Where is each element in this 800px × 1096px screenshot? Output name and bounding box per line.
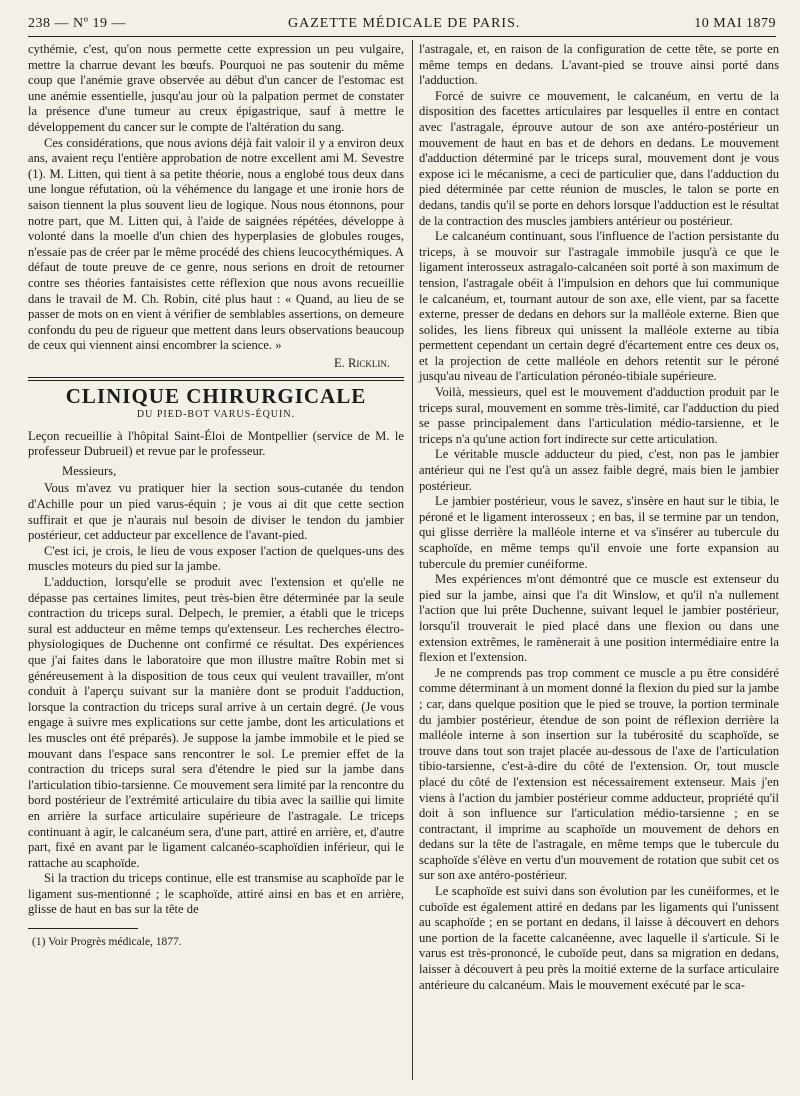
section-title: CLINIQUE CHIRURGICALE: [65, 384, 367, 409]
footnote: (1) Voir Progrès médicale, 1877.: [32, 936, 182, 949]
paragraph: Ces considérations, que nous avions déjà fait valoir il y a environ deux ans, avaient reçu l'entière approbation de notre excellent ami M. Sevestre (1). M. Litten, qui tient à sa petite théorie, nous a englobé tous deux dans une longue réfutation, où la véhémence du langage et une ironie hors de saison tiennent la plus souvent lieu de logique. Nous nous étonnons, pour notre part, que M. Litten qui, à l'aide de saignées répétées, développe à volonté dans la moelle d'un chien des hyperplasies de globules rouges, n'essaie pas de créer par le même procédé des chiens leucocythémiques. A défaut de toute preuve de ce genre, nous serions en droit de retourner contre ses théories fantaisistes cette réflexion que nous avons recueillie dans le travail de M. Ch. Robin, cité plus haut : « Quand, au lieu de se passer de mots on en vient à vérifier de semblables assertions, on demeure confondu du peu de rigueur que mettent dans leurs observations beaucoup de ceux qui viennent ainsi encombrer la science. »: [28, 135, 404, 353]
paragraph: Le calcanéum continuant, sous l'influence de l'action persistante du triceps, à se mouvoir sur l'astragale immobile jusqu'à ce que le ligament interosseux astragalo-calcanéen soit porté à son maximum de tension, l'astragale obéit à l'impulsion en dehors que lui communique le calcanéum, et, tournant autour de son axe, elle vient, par sa facette externe, presser de dedans en dehors sur la malléole externe. Bien que solides, les liens fibreux qui unissent la malléole externe au tibia permettent cependant un certain degré d'écartement entre ces deux os, et la projection de cette malléole en dehors retentit sur le péroné jusqu'au niveau de l'articulation péronéo-tibiale supérieure.: [419, 229, 779, 384]
salutation: Messieurs,: [62, 463, 117, 478]
paragraph: Le véritable muscle adducteur du pied, c'est, non pas le jambier antérieur qui ne l'est qu'à un assez faible degré, mais bien le jambier postérieur.: [419, 447, 779, 493]
paragraph: C'est ici, je crois, le lieu de vous exposer l'action de quelques-uns des muscles moteurs du pied sur la jambe.: [28, 543, 404, 574]
paragraph: Je ne comprends pas trop comment ce muscle a pu être considéré comme déterminant à un moment donné la flexion du pied sur la jambe ; car, dans quelque position que le pied se trouve, la portion terminale du jambier postérieur, étendue de son point de réflexion derrière la malléole interne à son insertion sur la tubérosité du scaphoïde, se trouve dans tout son trajet placée au-dessous de l'axe de l'articulation tibio-tarsienne, c'est-à-dire du côté de l'extension. Or, tout muscle placé du côté de l'extension est nécessairement extenseur. Mais j'en viens à l'action du jambier postérieur comme adducteur, propriété qu'il doit à son influence sur l'articulation médio-tarsienne ; en se contractant, il imprime au scaphoïde un mouvement de dehors en dedans sur la tête de l'astragale, en même temps que le tubercule du scaphoïde s'élève en vertu d'un mouvement de rotation que subit cet os sur son axe antéro-postérieur.: [419, 665, 779, 883]
paragraph: Voilà, messieurs, quel est le mouvement d'adduction produit par le triceps sural, mouvement en somme très-limité, car l'adduction du pied se passe principalement dans l'articulation médio-tarsienne, et le triceps n'a qu'une action fort indirecte sur cette articulation.: [419, 385, 779, 446]
section-divider: [28, 377, 404, 381]
paragraph: L'adduction, lorsqu'elle se produit avec l'extension et qu'elle ne dépasse pas certaines limites, peut très-bien être déterminée par la seule contraction du triceps sural. Delpech, le premier, a établi que le triceps sural est adducteur en même temps qu'extenseur. Les recherches électro-physiologiques de Duchenne ont confirmé ce résultat. Des expériences que j'ai faites dans le laboratoire que mon illustre maître Robin met si généreusement à la disposition de tous ceux qui veulent travailler, m'ont conduit à l'aperçu suivant sur la manière dont se produit l'adduction, lorsque la contraction du triceps sural arrive à un certain degré. (Je vous engage à suivre mes explications sur cette jambe, dont les articulations et les muscles ont été préparés). Je suppose la jambe immobile et le pied se mouvant dans l'espace sans rencontrer le sol. Le premier effet de la contraction du triceps sural sera d'étendre le pied sur la jambe dans l'articulation tibio-tarsienne. Ce mouvement sera limité par la rencontre du bord postérieur de l'extrémité articulaire du tibia avec la saillie qui limite en arrière la surface articulaire supérieure de l'astragale. Le triceps continuant à agir, le calcanéum sera, d'une part, attiré en arrière, et, d'autre part, fixé en avant par le ligament calcanéo-scaphoïdien inférieur, qui le rattache au scaphoïde.: [28, 575, 404, 870]
right-column: [419, 42, 779, 993]
lecture-note: Leçon recueillie à l'hôpital Saint-Éloi de Montpellier (service de M. le professeur Dubrueil) et revue par le professeur.: [28, 428, 404, 459]
page-header: [28, 14, 776, 37]
section-subtitle: DU PIED-BOT VARUS-ÉQUIN.: [136, 409, 296, 421]
journal-title: GAZETTE MÉDICALE DE PARIS.: [288, 16, 521, 31]
paragraph: Vous m'avez vu pratiquer hier la section sous-cutanée du tendon d'Achille pour un pied varus-équin ; je vous ai dit que cette section suffirait et que je n'aurais nul besoin de diviser le tendon du jambier postérieur, cet adducteur par excellence de l'avant-pied.: [28, 481, 404, 543]
paragraph: Mes expériences m'ont démontré que ce muscle est extenseur du pied sur la jambe, ainsi que l'a dit Winslow, et qu'il n'a nullement l'action que lui prête Duchenne, suivant lequel le jambier postérieur, lorsqu'il trouverait le pied placé dans une flexion ou dans une extension extrêmes, le ramènerait à une position intermédiaire entre la flexion et l'extension.: [419, 572, 779, 665]
author-signature: E. Ricklin.: [333, 355, 390, 370]
paragraph: l'astragale, et, en raison de la configuration de cette tête, se porte en même temps en dedans. L'avant-pied se trouve ainsi porté dans l'adduction.: [419, 42, 779, 88]
left-column: [28, 42, 404, 951]
issue-date: 10 MAI 1879: [694, 16, 776, 31]
paragraph: Forcé de suivre ce mouvement, le calcanéum, en vertu de la disposition des facettes articulaires par lesquelles il entre en contact avec l'astragale, éprouve autour de son axe antéro-postérieur un mouvement de haut en bas et de dehors en dedans. Le mouvement d'adduction déterminé par le triceps sural, mouvement dont je vous expose ici le mécanisme, a ceci de particulier que, dans l'adduction du pied déterminée par cette réunion de muscles, le talon se porte en dedans, tandis qu'il se porte en dehors lorsque l'adduction est le résultat de la contraction des muscles jambiers antérieur ou postérieur.: [419, 88, 779, 228]
paragraph: Le jambier postérieur, vous le savez, s'insère en haut sur le tibia, le péroné et le ligament interosseux ; en bas, il se termine par un tendon, qui glisse derrière la malléole interne et va s'insérer au tubercule du scaphoïde, en même temps qu'il envoie une forte expansion au tubercule du premier cunéiforme.: [419, 494, 779, 571]
paragraph: Si la traction du triceps continue, elle est transmise au scaphoïde par le ligament sus-mentionné ; le scaphoïde, attiré ainsi en bas et en arrière, glisse de haut en bas sur la tête de: [28, 871, 404, 917]
paragraph: Le scaphoïde est suivi dans son évolution par les cunéiformes, et le cuboïde est également attiré en dedans par les ligaments qui l'unissent au scaphoïde ; en se portant en dedans, il laisse à découvert en dehors une portion de la facette calcanéenne, avec laquelle il s'articule. Si le varus est très-prononcé, le cuboïde peut, dans sa migration en dedans, laisser à découvert à peu près la moitié externe de la surface articulaire antérieure du calcanéum. Mais le mouvement exécuté par le sca-: [419, 884, 779, 992]
footnote-rule: [28, 928, 138, 929]
page-number: 238 — Nº 19 —: [28, 16, 126, 31]
paragraph: cythémie, c'est, qu'on nous permette cette expression un peu vulgaire, mettre la charrue devant les bœufs. Pourquoi ne pas soutenir du même coup que l'anémie grave observée au début d'un cancer de l'estomac est une anémie essentielle, jusqu'au jour où la palpation permet de constater la présence d'une tumeur au creux épigastrique, sauf à mettre le développement du cancer sur le compte de l'altération du sang.: [28, 42, 404, 134]
column-divider: [412, 40, 413, 1080]
